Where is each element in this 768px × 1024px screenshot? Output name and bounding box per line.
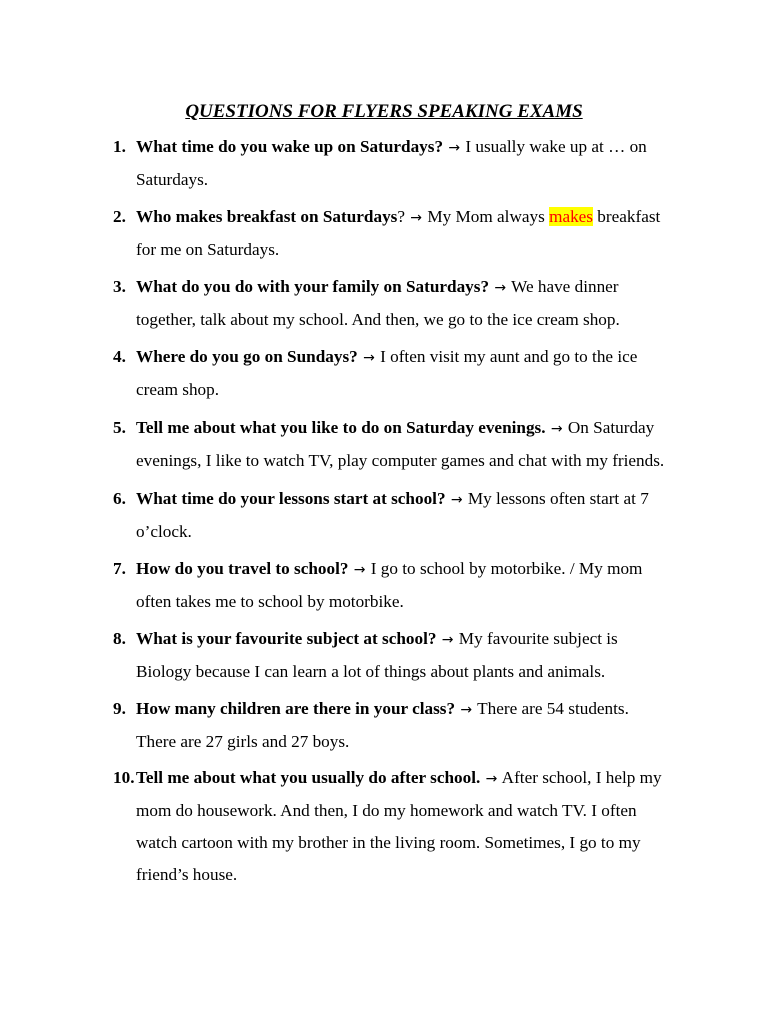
answer-text: There are 54 students. [477,699,629,718]
arrow-icon: → [410,210,423,226]
question-text: What time do your lessons start at school? [136,489,446,508]
item-number: 1. [113,137,126,156]
answer-continuation: Biology because I can learn a lot of things about plants and animals. [136,662,606,681]
question-text: What do you do with your family on Saturdays? [136,277,490,296]
question-text: How do you travel to school? [136,559,349,578]
answer-text: My lessons often start at 7 [467,489,649,508]
question-item-4 [113,341,673,406]
question-text: What is your favourite subject at school? [136,629,437,648]
question-text: How many children are there in your class? [136,699,456,718]
arrow-icon: → [485,771,498,787]
answer-continuation: Saturdays. [136,170,209,189]
answer-text-end: breakfast [593,207,661,226]
answer-continuation: cream shop. [136,380,220,399]
answer-continuation: for me on Saturdays. [136,240,280,259]
item-line-1 [113,623,673,656]
answer-continuation: o’clock. [136,522,192,541]
item-line-1 [113,762,673,795]
answer-continuation: friend’s house. [136,865,238,884]
answer-continuation: mom do housework. And then, I do my homework and watch TV. I often [136,801,637,820]
question-item-7 [113,553,673,618]
item-line-1 [113,412,673,445]
question-text: What time do you wake up on Saturdays? [136,137,444,156]
item-line-1 [113,553,673,586]
item-line-1 [113,693,673,726]
item-line-1 [113,131,673,164]
question-item-9 [113,693,673,758]
item-line-1 [113,341,673,374]
answer-continuation: evenings, I like to watch TV, play computer games and chat with my friends. [136,451,665,470]
question-item-3 [113,271,673,336]
answer-text: I usually wake up at … on [465,137,647,156]
question-item-2 [113,201,673,266]
answer-continuation: There are 27 girls and 27 boys. [136,732,350,751]
item-number: 9. [113,699,126,718]
item-number: 4. [113,347,126,366]
page-title: QUESTIONS FOR FLYERS SPEAKING EXAMS [185,101,583,122]
question-text: Where do you go on Sundays? [136,347,358,366]
arrow-icon: → [494,280,507,296]
arrow-icon: → [363,350,375,366]
item-line-1 [113,271,673,304]
question-item-1 [113,131,673,196]
answer-continuation: often takes me to school by motorbike. [136,592,404,611]
item-line-1 [113,483,673,516]
highlighted-word: makes [549,207,593,226]
answer-continuation: together, talk about my school. And then, we go to the ice cream shop. [136,310,620,329]
arrow-icon: → [450,492,463,508]
answer-text: My favourite subject is [458,629,618,648]
arrow-icon: → [441,632,454,648]
item-number: 6. [113,489,126,508]
answer-text: My Mom always [427,207,550,226]
item-number: 10. [113,768,135,787]
item-number: 8. [113,629,126,648]
arrow-icon: → [353,562,366,578]
answer-text: We have dinner [511,277,619,296]
question-text: Who makes breakfast on Saturdays [136,207,398,226]
answer-text: After school, I help my [501,768,662,787]
item-line-1 [113,201,673,234]
arrow-icon: → [550,421,563,437]
answer-text: I often visit my aunt and go to the ice [380,347,638,366]
item-number: 5. [113,418,126,437]
question-text: Tell me about what you like to do on Saturday evenings. [136,418,546,437]
arrow-icon: → [460,702,473,718]
answer-text: I go to school by motorbike. / My mom [370,559,643,578]
question-mark: ? [397,207,405,226]
question-text: Tell me about what you usually do after school. [136,768,481,787]
arrow-icon: → [448,140,461,156]
question-item-10 [113,762,673,891]
item-number: 3. [113,277,126,296]
item-number: 7. [113,559,126,578]
question-item-6 [113,483,673,548]
item-number: 2. [113,207,126,226]
answer-continuation: watch cartoon with my brother in the living room. Sometimes, I go to my [136,833,641,852]
question-item-8 [113,623,673,688]
question-item-5 [113,412,673,477]
answer-text: On Saturday [567,418,655,437]
